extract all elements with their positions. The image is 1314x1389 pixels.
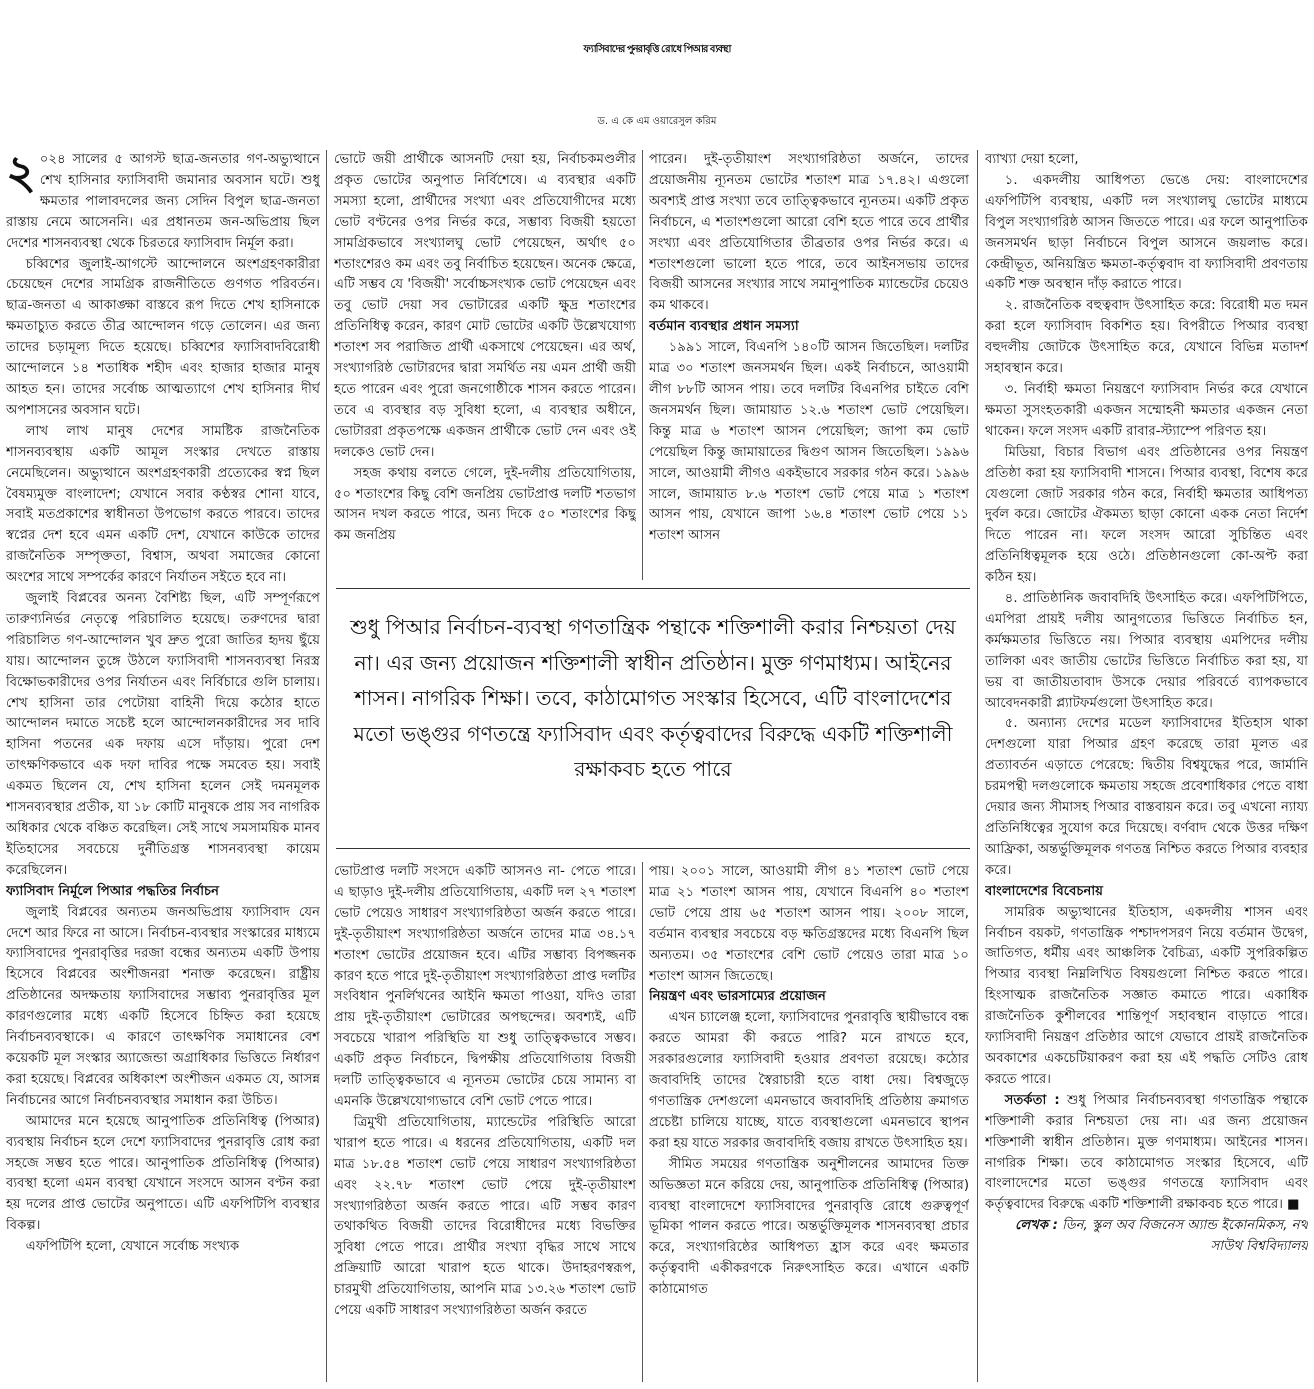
paragraph: লাখ লাখ মানুষ দেশের সামষ্টিক রাজনৈতিক শাসনব্যবস্থায় একটি আমূল সংস্কার দেখতে রাস্তায় নেমেছিলেন। অভ্যুত্থানে অংশগ্রহণকারী প্রত্যেকের স্বপ্ন ছিল বৈষম্যমুক্ত বাংলাদেশ; যেখানে সবার কণ্ঠস্বর শোনা যাবে, সবাই মতপ্রকাশের স্বাধীনতা উপভোগ করতে পারবে। তাদের স্বপ্নের দেশ হবে এমন একটি দেশ, যেখানে কাউকে তাদের রাজনৈতিক সম্পৃক্ততা, বিশ্বাস, অথবা সমাজের কোনো অংশের সাথে সম্পর্কের কারণে নির্যাতন সইতে হবে না। [6, 423, 320, 586]
subheading: বর্তমান ব্যবস্থার প্রধান সমস্যা [649, 319, 799, 335]
subheading: বাংলাদেশের বিবেচনায় [985, 883, 1103, 899]
list-item: ৫. অন্যান্য দেশের মডেল ফ্যাসিবাদের ইতিহাস থাকা দেশগুলো যারা পিআর গ্রহণ করেছে তারা মূলত এর প্রত্যাবর্তন এড়াতে পেরেছে: দ্বিতীয় বিশ্বযুদ্ধের পরে, জার্মানি চরমপন্থী দলগুলোকে ক্ষমতায় সহজে প্রবেশাধিকার পেতে বাধা দেয়ার জন্য সীমাসহ পিআর বাস্তবায়ন করে। তবু এখনো ন্যায্য প্রতিনিধিত্বের সুযোগ করে দিয়েছে। বর্ণবাদ থেকে উত্তর দক্ষিণ আফ্রিকা, অন্তর্ভুক্তিমূলক গণতন্ত্র নিশ্চিত করতে পিআর ব্যবহার করে। [985, 716, 1308, 878]
paragraph: জুলাই বিপ্লবের অনন্য বৈশিষ্ট্য ছিল, এটি সম্পূর্ণরূপে তারুণ্যনির্ভর নেতৃত্বে পরিচালিত হয়েছে। তরুণদের দ্বারা পরিচালিত গণ-আন্দোলন খুব দ্রুত পুরো জাতির হৃদয় ছুঁয়ে যায়। আন্দোলন তুঙ্গে উঠলে ফ্যাসিবাদী শাসনব্যবস্থা নিরস্ত্র বিক্ষোভকারীদের ওপর নির্যাতন এবং নির্বিচারে গুলি চালায়। শেখ হাসিনা তার পেটোয়া বাহিনী দিয়ে কঠোর হাতে আন্দোলন দমাতে সচেষ্ট হলে আন্দোলনকারীদের সব দাবি হাসিনা পতনের এক দফায় এসে দাঁড়ায়। পুরো দেশ তাৎক্ষণিকভাবে এক দফা দাবির পক্ষে সমবেত হয়। সবাই একমত ছিলেন যে, শেখ হাসিনা হলেন সেই দমনমূলক শাসনব্যবস্থার প্রতীক, যা ১৮ কোটি মানুষকে প্রায় সব নাগরিক অধিকার থেকে বঞ্চিত করেছিল। সেই সাথে সমসাময়িক মানব ইতিহাসের সবচেয়ে দুর্নীতিগ্রস্ত শাসনব্যবস্থা কায়েম করেছিলেন। [6, 591, 320, 878]
paragraph: ১৯৯১ সালে, বিএনপি ১৪০টি আসন জিতেছিল। দলটির মাত্র ৩০ শতাংশ জনসমর্থন ছিল। একই নির্বাচনে, আওয়ামী লীগ ৮৮টি আসন পায়। তবে দলটির বিএনপির চাইতে বেশি জনসমর্থন ছিল। জামায়াত ১২.৬ শতাংশ ভোট পেয়েছিল। কিন্তু মাত্র ৬ শতাংশ আসন পেয়েছিল; জাপা কম ভোট পেয়েছিল কিন্তু জামায়াতের দ্বিগুণ আসন জিতেছিল। ১৯৯৬ সালে, আওয়ামী লীগও একইভাবে সরকার গঠন করে। ১৯৯৬ সালে, জামায়াত ৮.৬ শতাংশ ভোট পেয়ে মাত্র ১ শতাংশ আসন পায়, যেখানে জাপা ১৬.৪ শতাংশ ভোট পেয়ে ১১ শতাংশ আসন [649, 340, 969, 544]
column-rule [326, 150, 327, 1382]
subheading: ফ্যাসিবাদ নির্মূলে পিআর পদ্ধতির নির্বাচন [6, 883, 220, 899]
paragraph: পারেন। দুই-তৃতীয়াংশ সংখ্যাগরিষ্ঠতা অর্জনে, তাদের প্রয়োজনীয় ন্যূনতম ভোটের শতাংশ মাত্র ১৭.৪২। এগুলো অবশ্যই প্রাপ্ত সংখ্যা তবে তাত্ত্বিকভাবে ন্যূনতম। একটি প্রকৃত নির্বাচনে, এ শতাংশগুলো আরো বেশি হতে পারে তবে প্রার্থীর সংখ্যা এবং প্রতিযোগিতার তীব্রতার ওপর নির্ভর করে। এ শতাংশগুলো ভালো হতে পারে, তবে আইনসভায় তাদের বিজয়ী আসনের সংখ্যার সাথে সমানুপাতিক ম্যান্ডেটের চেয়েও কম থাকবে। [649, 152, 969, 314]
subheading: নিয়ন্ত্রণ এবং ভারসাম্যের প্রয়োজন [649, 989, 826, 1005]
article-column-2-bottom [334, 862, 636, 1384]
column-rule [977, 150, 978, 1382]
paragraph: ত্রিমুখী প্রতিযোগিতায়, ম্যান্ডেটের পরিস্থিতি আরো খারাপ হতে পারে। এ ধরনের প্রতিযোগিতায়, একটি দল মাত্র ১৮.৫৪ শতাংশ ভোট পেয়ে সাধারণ সংখ্যাগরিষ্ঠতা এবং ২২.৭৮ শতাংশ ভোট পেয়ে দুই-তৃতীয়াংশ সংখ্যাগরিষ্ঠতা অর্জন করতে পারে। এটি সম্ভব কারণ তথাকথিত বিজয়ী তাদের বিরোধীদের মধ্যে বিভক্তির সুবিধা পেতে পারে। প্রার্থীর সংখ্যা বৃদ্ধির সাথে সাথে প্রক্রিয়াটি আরো খারাপ হতে থাকে। উদাহরণস্বরূপ, চারমুখী প্রতিযোগিতায়, আপনি মাত্র ১৩.২৬ শতাংশ ভোট পেয়ে একটি সাধারণ সংখ্যাগরিষ্ঠতা অর্জন করতে [334, 1114, 636, 1319]
list-item: ২. রাজনৈতিক বহুত্ববাদ উৎসাহিত করে: বিরোধী মত দমন করা হলে ফ্যাসিবাদ বিকশিত হয়। বিপরীতে পিআর ব্যবস্থা বহুদলীয় জোটকে উৎসাহিত করে, যেখানে বিভিন্ন মতাদর্শ সহাবস্থান করে। [985, 298, 1308, 377]
list-item: ৩. নির্বাহী ক্ষমতা নিয়ন্ত্রণে ফ্যাসিবাদ নির্ভর করে যেখানে ক্ষমতা সুসংহতকারী একজন সম্মোহনী ক্ষমতার একজন নেতা থাকেন। ফলে সংসদ একটি রাবার-স্ট্যাম্পে পরিণত হয়। [985, 381, 1308, 439]
paragraph: আমাদের মনে হয়েছে আনুপাতিক প্রতিনিধিত্ব (পিআর) ব্যবস্থায় নির্বাচন হলে দেশে ফ্যাসিবাদের পুনরাবৃত্তি রোধ করা সহজে সম্ভব হতে পারে। আনুপাতিক প্রতিনিধিত্ব (পিআর) ব্যবস্থা হলো এমন ব্যবস্থা যেখানে সংসদে আসন বণ্টন করা হয় দলের প্রাপ্ত ভোটের অনুপাতে। এটি এফপিটিপি ব্যবস্থার বিকল্প। [6, 1113, 320, 1234]
byline: ড. এ কে এম ওয়ারেসুল করিম [597, 116, 717, 127]
paragraph: ভোটপ্রাপ্ত দলটি সংসদে একটি আসনও না- পেতে পারে। এ ছাড়াও দুই-দলীয় প্রতিযোগিতায়, একটি দল ২৭ শতাংশ ভোট পেয়েও সাধারণ সংখ্যাগরিষ্ঠতা অর্জন করতে পারে। দুই-তৃতীয়াংশ সংখ্যাগরিষ্ঠতা অর্জনে তাদের মাত্র ৩৪.১৭ শতাংশ ভোটের প্রয়োজন হবে। এটির সম্ভাব্য বিপজ্জনক কারণ হতে পারে দুই-তৃতীয়াংশ সংখ্যাগরিষ্ঠতা প্রাপ্ত দলটির সংবিধান পুনর্লিখনের আইনি ক্ষমতা পাওয়া, যদিও তারা প্রায় দুই-তৃতীয়াংশ ভোটারের অপছন্দের। অবশ্যই, এটি সবচেয়ে খারাপ পরিস্থিতি যা শুধু তাত্ত্বিকভাবে সম্ভব। একটি প্রকৃত নির্বাচনে, দ্বিপক্ষীয় প্রতিযোগিতায় বিজয়ী দলটি তাত্ত্বিকভাবে এ ন্যূনতম ভোটের চেয়ে সামান্য বা এমনকি উল্লেখযোগ্যভাবে বেশি ভোট পেতে পারে। [334, 864, 636, 1109]
drop-cap: ২ [6, 150, 36, 199]
list-item: ৪. প্রাতিষ্ঠানিক জবাবদিহি উৎসাহিত করে। এফপিটিপিতে, এমপিরা প্রায়ই দলীয় আনুগত্যের ভিত্তিতে নির্বাচিত হন, কর্মক্ষমতার ভিত্তিতে নয়। পিআর ব্যবস্থায় এমপিদের দলীয় তালিকা এবং জাতীয় ভোটের ভিত্তিতে নির্বাচিত করা হয়, যা ভয় বা জাতীয়তাবাদ উসকে দেয়ার পরিবর্তে ব্যাপকভাবে আবেদনকারী প্ল্যাটফর্মগুলো উৎসাহিত করে। [985, 591, 1308, 711]
headline: ফ্যাসিবাদের পুনরাবৃত্তি রোধে পিআর ব্যবস্থা [583, 44, 731, 55]
paragraph: সামরিক অভ্যুত্থানের ইতিহাস, একদলীয় শাসন এবং নির্বাচন বয়কট, গণতান্ত্রিক পশ্চাদপসরণ নিয়ে বর্তমান উদ্বেগ, জাতিগত, ধর্মীয় এবং আঞ্চলিক বৈচিত্র্য, একটি সুপরিকল্পিত পিআর ব্যবস্থা নিম্নলিখিত বিষয়গুলো নিশ্চিত করতে পারে। হিংসাত্মক রাজনৈতিক সজ্ঞাত কমাতে পারে। একাধিক রাজনৈতিক কুশীলবের শান্তিপূর্ণ সহাবস্থান বাড়াতে পারে। ফ্যাসিবাদী নিয়ন্ত্রণ প্রতিষ্ঠার আগে যেভাবে প্রায়ই রাজনৈতিক অবকাশের একচেটিয়াকরণ করা হয় এই পদ্ধতি সেটিও রোধ করতে পারে। [985, 904, 1308, 1087]
pullquote-rule-top [336, 588, 970, 589]
paragraph: এখন চ্যালেঞ্জ হলো, ফ্যাসিবাদের পুনরাবৃত্তি স্থায়ীভাবে বন্ধ করতে আমরা কী করতে পারি? মনে রাখতে হবে, সরকারগুলোর ফ্যাসিবাদী হওয়ার প্রবণতা রয়েছে। কঠোর জবাবদিহি তাদের স্বৈরাচারী হতে বাধা দেয়। বিশ্বজুড়ে গণতান্ত্রিক দেশগুলো এমনভাবে জবাবদিহি প্রতিষ্ঠায় ক্রমাগত প্রচেষ্টা চালিয়ে যাচ্ছে, যাতে ব্যবস্থাগুলো এমনভাবে স্থাপন করা হয় যাতে সরকার জবাবদিহি বজায় রাখতে উৎসাহিত হয়। [649, 1010, 969, 1151]
paragraph: সহজ কথায় বলতে গেলে, দুই-দলীয় প্রতিযোগিতায়, ৫০ শতাংশের কিছু বেশি জনপ্রিয় ভোটপ্রাপ্ত দলটি শতভাগ আসন দখল করতে পারে, অন্য দিকে ৫০ শতাংশের কিছু কম জনপ্রিয় [334, 465, 636, 544]
article-column-3-top [649, 150, 969, 578]
paragraph: মিডিয়া, বিচার বিভাগ এবং প্রতিষ্ঠানের ওপর নিয়ন্ত্রণ প্রতিষ্ঠা করা হয় ফ্যাসিবাদী শাসনে। পিআর ব্যবস্থা, বিশেষ করে যেগুলো জোট সরকার গঠন করে, নির্বাহী ক্ষমতার আধিপত্য দুর্বল করে। জোটের ঐকমত্য ছাড়া কোনো একক নেতা নির্দেশ দিতে পারেন না। ফলে সংসদ আরো সুচিন্তিত এবং প্রতিনিধিত্বমূলক হয়ে ওঠে। প্রতিষ্ঠানগুলো কো-অপ্ট করা কঠিন হয়। [985, 444, 1308, 586]
column-rule [642, 862, 643, 1382]
paragraph: ভোটে জয়ী প্রার্থীকে আসনটি দেয়া হয়, নির্বাচকমণ্ডলীর প্রকৃত ভোটের অনুপাত নির্বিশেষে। এ ব্যবস্থার একটি সমস্যা হলো, প্রার্থীদের সংখ্যা এবং প্রতিযোগীদের মধ্যে ভোট বণ্টনের ওপর নির্ভর করে, সম্ভাব্য বিজয়ী হয়তো সামগ্রিকভাবে সংখ্যালঘু ভোট পেয়েছেন, অর্থাৎ ৫০ শতাংশেরও কম এবং তবু নির্বাচিত হয়েছেন। অনেক ক্ষেত্রে, এটি সম্ভব যে 'বিজয়ী' সর্বোচ্চসংখ্যক ভোট পেয়েছেন এবং তবু ভোট দেয়া সব ভোটারের একটি ক্ষুদ্র শতাংশের প্রতিনিধিত্ব করেন, কারণ মোট ভোটের একটি উল্লেখযোগ্য শতাংশ সব পরাজিত প্রার্থী একসাথে পেয়েছেন। এর অর্থ, সংখ্যাগরিষ্ঠ ভোটারদের দ্বারা সমর্থিত নয় এমন প্রার্থী জয়ী হতে পারেন এবং পুরো জনগোষ্ঠীকে শাসন করতে পারেন। তবে এ ব্যবস্থার বড় সুবিধা হলো, এ ব্যবস্থার অধীনে, ভোটাররা প্রকৃতপক্ষে একজন প্রার্থীকে ভোট দেন এবং ওই দলকেও ভোট দেন। [334, 152, 636, 460]
article-column-4 [985, 150, 1308, 1382]
paragraph: এফপিটিপি হলো, যেখানে সর্বোচ্চ সংখ্যক [25, 1239, 240, 1255]
pull-quote: শুধু পিআর নির্বাচন-ব্যবস্থা গণতান্ত্রিক পন্থাকে শক্তিশালী করার নিশ্চয়তা দেয় না। এর জন্য প্রয়োজন শক্তিশালী স্বাধীন প্রতিষ্ঠান। মুক্ত গণমাধ্যম। আইনের শাসন। নাগরিক শিক্ষা। তবে, কাঠামোগত সংস্কার হিসেবে, এটি বাংলাদেশের মতো ভঙ্গুর গণতন্ত্রে ফ্যাসিবাদ এবং কর্তৃত্ববাদের বিরুদ্ধে একটি শক্তিশালী রক্ষাকবচ হতে পারে [350, 615, 956, 781]
paragraph: ব্যাখ্যা দেয়া হলো, [985, 152, 1079, 167]
author-credit-label: লেখক : [1014, 1218, 1058, 1234]
paragraph: সীমিত সময়ের গণতান্ত্রিক অনুশীলনের আমাদের তিক্ত অভিজ্ঞতা মনে করিয়ে দেয়, আনুপাতিক প্রতিনিধিত্ব (পিআর) ব্যবস্থা বাংলাদেশে ফ্যাসিবাদের পুনরাবৃত্তি রোধে গুরুত্বপূর্ণ ভূমিকা পালন করতে পারে। অন্তর্ভুক্তিমূলক শাসনব্যবস্থা প্রচার করে, সংখ্যাগরিষ্ঠের আধিপত্য হ্রাস করে এবং ক্ষমতার কর্তৃত্ববাদী একীকরণকে নিরুৎসাহিত করে। এখানে একটি কাঠামোগত [649, 1156, 969, 1298]
caution-label: সতর্কতা : [1004, 1092, 1060, 1108]
paragraph: জুলাই বিপ্লবের অন্যতম জনঅভিপ্রায় ফ্যাসিবাদ যেন দেশে আর ফিরে না আসে। নির্বাচন-ব্যবস্থার সংস্কারের মাধ্যমে ফ্যাসিবাদের পুনরাবৃত্তির দরজা বন্ধের অন্যতম একটি উপায় হিসেবে বিপ্লবের অংশীজনরা শনাক্ত করেছেন। রাষ্ট্রীয় প্রতিষ্ঠানের অদক্ষতায় ফ্যাসিবাদের সম্ভাব্য পুনরাবৃত্তির মূল কারণগুলোর মধ্যে একটি হিসেবে চিহ্নিত করা হয়েছে নির্বাচনব্যবস্থাকে। এ কারণে তাৎক্ষণিক সমাধানের বেশ কয়েকটি মূল সংস্কার অ্যাজেন্ডা অগ্রাধিকার ভিত্তিতে নির্ধারণ করা হয়েছে। বিপ্লবের অধিকাংশ অংশীজন একমত যে, আসন্ন নির্বাচনের আগে নির্বাচনব্যবস্থার সমাধান করা উচিত। [6, 904, 320, 1108]
pullquote-rule-bottom [336, 848, 970, 849]
paragraph: চব্বিশের জুলাই-আগস্টে আন্দোলনে অংশগ্রহণকারীরা চেয়েছেন দেশের সামগ্রিক রাজনীতিতে গুণগত পরিবর্তন। ছাত্র-জনতা এ আকাঙ্ক্ষা বাস্তবে রূপ দিতে শেখ হাসিনাকে ক্ষমতাচ্যুত করতে তীব্র আন্দোলন গড়ে তোলেন। এর জন্য তাদের চড়ামূল্য দিতে হয়েছে। চব্বিশের ফ্যাসিবাদবিরোধী আন্দোলনে ১৪ শতাধিক শহীদ এবং হাজার হাজার মানুষ আহত হন। তাদের সর্বোচ্চ আত্মত্যাগে শেখ হাসিনার দীর্ঘ অপশাসনের অবসান ঘটে। [6, 256, 320, 418]
column-rule [642, 150, 643, 580]
list-item: ১. একদলীয় আধিপত্য ভেঙে দেয়: বাংলাদেশের এফপিটিপি ব্যবস্থায়, একটি দল সংখ্যালঘু ভোটের মাধ্যমে বিপুল সংখ্যাগরিষ্ঠ আসন জিততে পারে। এর ফলে আনুপাতিক জনসমর্থন ছাড়া নির্বাচনে বিপুল আসনে জয়লাভ করে। কেন্দ্রীভূত, অনিয়ন্ত্রিত ক্ষমতা-কর্তৃত্ববাদ বা ফ্যাসিবাদী প্রবণতায় একটি শক্ত অবস্থান দাঁড় করাতে পারে। [985, 172, 1308, 293]
paragraph: ২ ০২৪ সালের ৫ আগস্ট ছাত্র-জনতার গণ-অভ্যুত্থানে শেখ হাসিনার ফ্যাসিবাদী জমানার অবসান ঘটে। শুধু ক্ষমতার পালাবদলের জন্য সেদিন বিপুল ছাত্র-জনতা রাস্তায় নেমে আসেননি। এর প্রধানতম জন-অভিপ্রায় ছিল দেশের শাসনব্যবস্থা থেকে চিরতরে ফ্যাসিবাদ নির্মূল করা। [6, 150, 320, 251]
article-column-3-bottom [649, 862, 969, 1384]
paragraph: সতর্কতা : শুধু পিআর নির্বাচনব্যবস্থা গণতান্ত্রিক পন্থাকে শক্তিশালী করার নিশ্চয়তা দেয় না। এর জন্য প্রয়োজন শক্তিশালী স্বাধীন প্রতিষ্ঠান। মুক্ত গণমাধ্যম। আইনের শাসন। নাগরিক শিক্ষা। তবে কাঠামোগত সংস্কার হিসেবে, এটি বাংলাদেশের মতো ভঙ্গুর গণতন্ত্রে ফ্যাসিবাদ এবং কর্তৃত্ববাদের বিরুদ্ধে একটি শক্তিশালী রক্ষাকবচ হতে পারে। ■ [985, 1092, 1308, 1213]
article-column-1 [6, 150, 320, 1382]
paragraph: পায়। ২০০১ সালে, আওয়ামী লীগ ৪১ শতাংশ ভোট পেয়ে মাত্র ২১ শতাংশ আসন পায়, যেখানে বিএনপি ৪০ শতাংশ ভোট পেয়ে প্রায় ৬৫ শতাংশ আসন পায়। ২০০৮ সালে, বর্তমান ব্যবস্থার সবচেয়ে বড় ক্ষতিগ্রস্তদের মধ্যে বিএনপি ছিল অন্যতম। ৩৫ শতাংশের বেশি ভোট পেয়েও তারা মাত্র ১০ শতাংশ আসন জিতেছে। [649, 864, 969, 984]
article-column-2-top [334, 150, 636, 578]
author-credit: লেখক : ডিন, স্কুল অব বিজনেস অ্যান্ড ইকোনমিকস, নর্থ সাউথ বিশ্ববিদ্যালয় [1014, 1218, 1308, 1255]
